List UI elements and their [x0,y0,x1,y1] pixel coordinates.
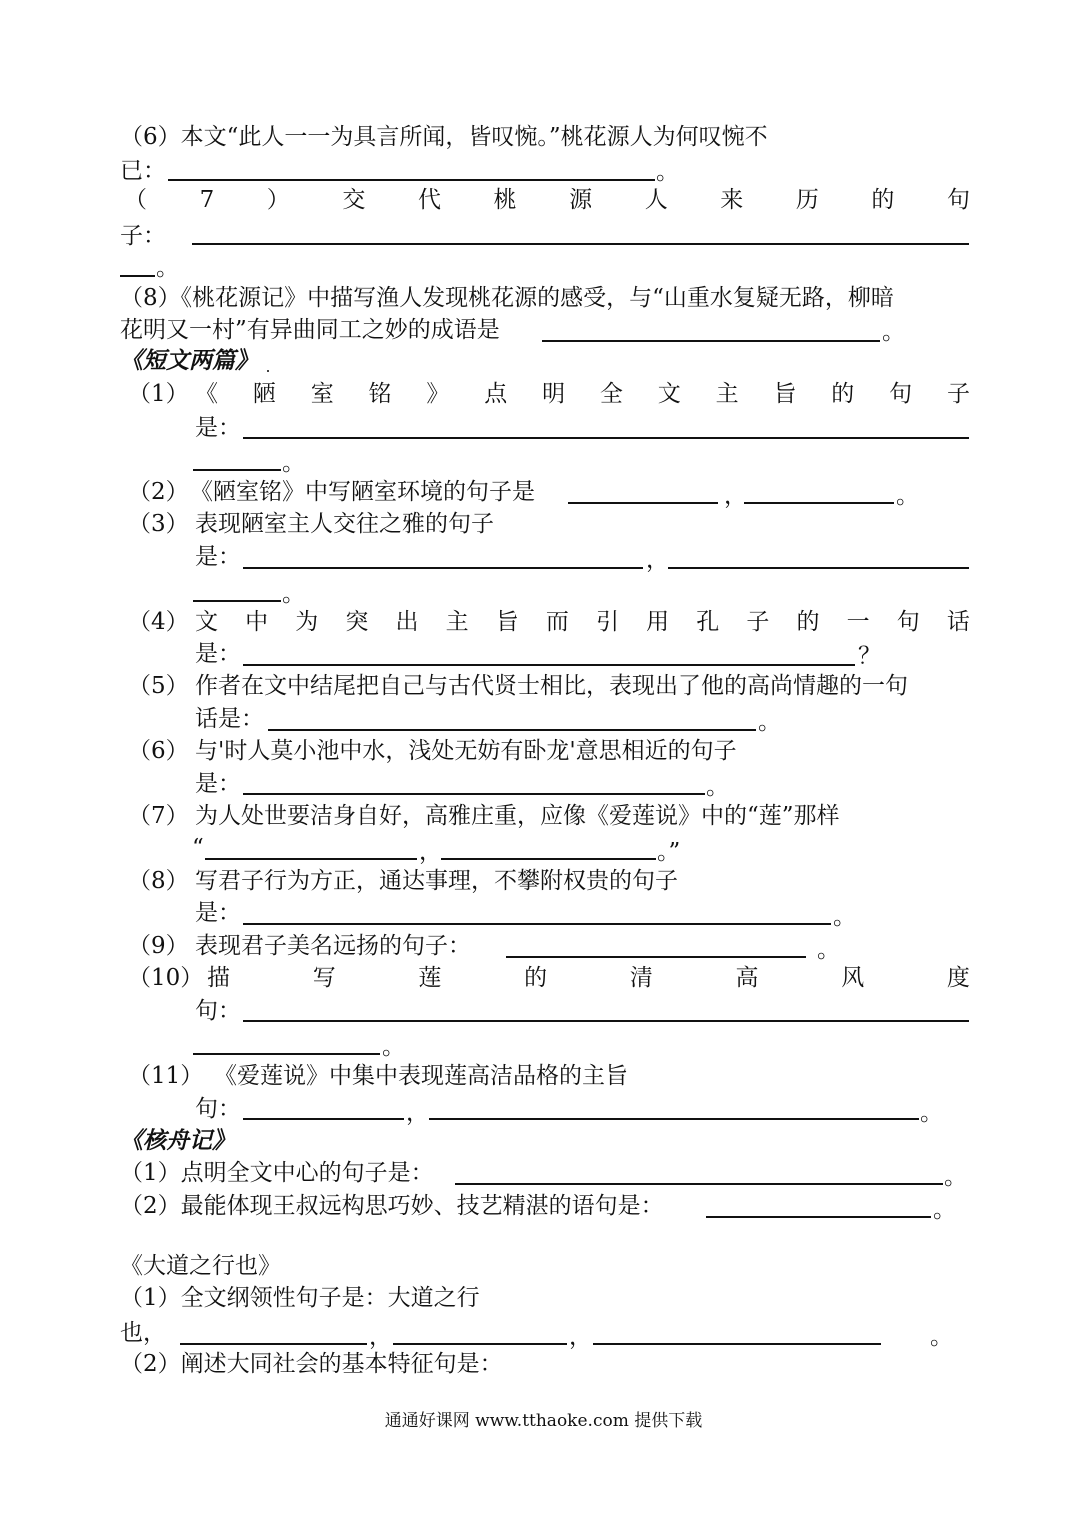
spaced-char: 文 [657,381,681,407]
spaced-char: 而 [545,609,569,635]
q7-answer-blank-1[interactable] [192,243,969,245]
hz-q2-answer-blank[interactable] [706,1216,931,1218]
dw-q4-question-mark: ？ [858,643,881,669]
dw-q9-text: 表现君子美名远扬的句子： [195,933,471,959]
spaced-char: 句 [889,381,913,407]
dd-q1-line2-prefix: 也， [120,1320,166,1346]
dw-q2-num: （2） [128,479,189,505]
spaced-char: （ [124,187,147,213]
spaced-char: 主 [715,381,739,407]
spaced-char: 来 [720,187,744,213]
dw-q8-answer-blank[interactable] [243,923,831,925]
spaced-char: 高 [735,965,759,991]
dw-q3-answer-blank-1[interactable] [243,567,643,569]
q7-period: 。 [156,255,179,281]
q6-answer-blank[interactable] [168,179,655,181]
spaced-char: 代 [417,187,441,213]
dw-q2-period: 。 [896,483,919,509]
hz-q1-text: （1）点明全文中心的句子是： [120,1160,434,1186]
dw-q11-line2-prefix: 句： [195,1096,241,1122]
q7-answer-blank-2[interactable] [120,275,155,277]
hz-q1-period: 。 [944,1164,967,1190]
dw-q7-close: 。” [657,839,681,865]
spaced-char: 度 [946,965,970,991]
spaced-char: 旨 [773,381,797,407]
dw-q6-text: 与'时人莫小池中水，浅处无妨有卧龙'意思相近的句子 [195,738,737,764]
dw-q5-period: 。 [758,709,781,735]
section-title-duanwen: 《短文两篇》 [120,347,258,374]
spaced-char: 中 [245,609,269,635]
dw-q8-line2-prefix: 是： [195,900,241,926]
dw-q11-answer-blank-2[interactable] [429,1118,919,1120]
dw-q1-line2-prefix: 是： [195,415,241,441]
dw-q7-answer-blank-2[interactable] [441,858,656,860]
dw-q3-answer-blank-2[interactable] [668,567,969,569]
dd-q2-text: （2）阐述大同社会的基本特征句是： [120,1351,503,1377]
spaced-char: 陋 [252,381,276,407]
dw-q1-answer-blank-1[interactable] [243,437,969,439]
spaced-char: 清 [629,965,653,991]
dw-q10-line1 [207,964,970,992]
spaced-char: 文 [195,609,218,635]
dd-q1-comma-2: ， [569,1324,592,1350]
dw-q9-answer-blank[interactable] [506,956,806,958]
spaced-char: 的 [871,187,895,213]
spaced-char: 引 [596,609,619,635]
dw-q11-answer-blank-1[interactable] [243,1118,404,1120]
q7-line1 [124,186,970,214]
q8-line1: （8）《桃花源记》中描写渔人发现桃花源的感受，与“山重水复疑无路，柳暗 [120,285,894,311]
dw-q7-num: （7） [128,803,189,829]
dw-q7-comma: ， [419,839,442,865]
spaced-char: 子 [746,609,770,635]
spaced-char: 旨 [495,609,519,635]
spaced-char: 的 [796,609,820,635]
dw-q10-line2-prefix: 句： [195,998,241,1024]
spaced-char: 人 [644,187,668,213]
dw-q3-period: 。 [282,581,305,607]
spaced-char: 句 [896,609,920,635]
dw-q8-text: 写君子行为方正，通达事理，不攀附权贵的句子 [195,868,678,894]
dw-q7-open-quote: “ [192,835,204,861]
dw-q10-answer-blank-2[interactable] [193,1053,380,1055]
dw-q8-num: （8） [128,868,189,894]
dw-q9-num: （9） [128,933,189,959]
dw-q10-period: 。 [382,1034,405,1060]
q8-line2-prefix: 花明又一村”有异曲同工之妙的成语是 [120,317,500,343]
spaced-char: 交 [342,187,366,213]
dw-q3-answer-blank-3[interactable] [193,600,281,602]
dw-q11-num: （11） [128,1063,204,1089]
spaced-char: 描 [207,965,230,991]
spaced-char: 用 [646,609,670,635]
dw-q10-answer-blank-1[interactable] [243,1020,969,1022]
stray-dot [267,370,269,372]
spaced-char: 源 [569,187,593,213]
dd-q1-answer-blank-2[interactable] [393,1343,567,1345]
q8-period: 。 [882,319,905,345]
dw-q3-num: （3） [128,511,189,537]
dw-q11-text: 《爱莲说》中集中表现莲高洁品格的主旨 [214,1063,628,1089]
dd-q1-period: 。 [930,1324,953,1350]
section-title-hezhouji: 《核舟记》 [120,1127,235,1154]
spaced-char: 铭 [368,381,392,407]
spaced-char: 一 [846,609,870,635]
dw-q1-answer-blank-2[interactable] [193,469,281,471]
q6-line2-prefix: 已： [120,158,166,184]
dw-q4-num: （4） [128,609,189,635]
spaced-char: 突 [345,609,369,635]
dw-q8-period: 。 [833,904,856,930]
dd-q1-answer-blank-1[interactable] [180,1343,367,1345]
q8-answer-blank[interactable] [542,340,880,342]
spaced-char: 的 [831,381,855,407]
spaced-char: 话 [946,609,970,635]
dw-q4-line1 [195,608,970,636]
dd-q1-answer-blank-3[interactable] [593,1343,881,1345]
spaced-char: 出 [395,609,419,635]
q6-line1: （6）本文“此人一一为具言所闻，皆叹惋。”桃花源人为何叹惋不 [120,124,768,150]
spaced-char: 桃 [493,187,517,213]
dw-q5-line2-prefix: 话是： [195,706,264,732]
dw-q2-answer-blank-2[interactable] [744,502,894,504]
dw-q5-num: （5） [128,673,189,699]
q6-period: 。 [656,159,679,185]
spaced-char: 孔 [696,609,720,635]
dw-q10-num: （10） [128,965,204,991]
dw-q1-period: 。 [282,450,305,476]
dw-q2-text: 《陋室铭》中写陋室环境的句子是 [190,479,535,505]
dw-q9-period: 。 [817,937,840,963]
spaced-char: 全 [599,381,623,407]
hz-q1-answer-blank[interactable] [455,1183,943,1185]
spaced-char: 句 [947,187,970,213]
dw-q5-text: 作者在文中结尾把自己与古代贤士相比，表现出了他的高尚情趣的一句 [195,673,908,699]
spaced-char: 明 [542,381,566,407]
section-title-dadao: 《大道之行也》 [120,1253,281,1279]
dw-q6-period: 。 [706,774,729,800]
spaced-char: 点 [484,381,508,407]
spaced-char: 主 [445,609,469,635]
q7-line2-prefix: 子： [120,223,166,249]
spaced-char: 子 [946,381,970,407]
spaced-char: 莲 [418,965,442,991]
dw-q3-text: 表现陋室主人交往之雅的句子 [195,511,494,537]
dw-q11-comma: ， [406,1100,429,1126]
spaced-char: 为 [295,609,319,635]
dw-q6-line2-prefix: 是： [195,771,241,797]
spaced-char: 室 [310,381,334,407]
dw-q7-answer-blank-1[interactable] [205,858,417,860]
spaced-char: 风 [841,965,865,991]
spaced-char: 写 [312,965,336,991]
page-footer: 通通好课网 www.tthaoke.com 提供下载 [384,1411,703,1431]
dw-q4-answer-blank[interactable] [243,664,855,666]
dw-q3-line2-prefix: 是： [195,544,241,570]
spaced-char: 》 [426,381,450,407]
dw-q2-answer-blank-1[interactable] [568,502,718,504]
dw-q1-line1 [195,380,970,408]
dw-q3-comma: ， [646,547,669,573]
dw-q2-comma: ， [724,483,747,509]
spaced-char: ） [266,187,290,213]
dw-q4-line2-prefix: 是： [195,641,241,667]
dw-q6-num: （6） [128,738,189,764]
dw-q11-period: 。 [920,1100,943,1126]
dd-q1-comma-1: ， [369,1324,392,1350]
dw-q6-answer-blank[interactable] [243,793,705,795]
spaced-char: 的 [524,965,548,991]
spaced-char: 《 [195,381,218,407]
dw-q1-num: （1） [128,381,189,407]
dd-q1-text: （1）全文纲领性句子是：大道之行 [120,1285,480,1311]
spaced-char: 历 [795,187,819,213]
dw-q5-answer-blank[interactable] [268,729,756,731]
spaced-char: 7 [199,187,215,213]
dw-q7-text: 为人处世要洁身自好，高雅庄重，应像《爱莲说》中的“莲”那样 [195,803,840,829]
hz-q2-period: 。 [933,1197,956,1223]
hz-q2-text: （2）最能体现王叔远构思巧妙、技艺精湛的语句是： [120,1193,664,1219]
